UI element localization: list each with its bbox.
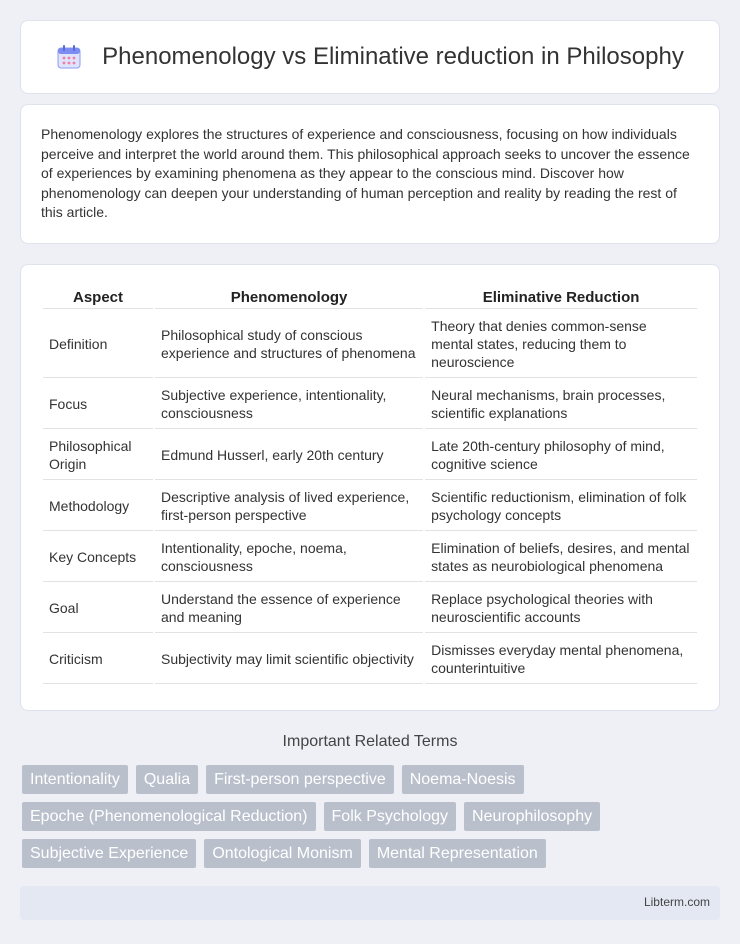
term-tag[interactable]: Neurophilosophy bbox=[464, 802, 600, 831]
cell-aspect: Philosophical Origin bbox=[43, 431, 153, 480]
cell-aspect: Focus bbox=[43, 380, 153, 429]
page-header bbox=[20, 20, 720, 94]
term-tag[interactable]: Folk Psychology bbox=[324, 802, 457, 831]
footer bbox=[20, 886, 720, 920]
cell-aspect: Methodology bbox=[43, 482, 153, 531]
term-tag[interactable]: Mental Representation bbox=[369, 839, 546, 868]
cell-aspect: Criticism bbox=[43, 635, 153, 684]
term-tag[interactable]: Noema-Noesis bbox=[402, 765, 524, 794]
cell-eliminative: Replace psychological theories with neuroscientific accounts bbox=[425, 584, 697, 633]
header-aspect: Aspect bbox=[43, 287, 153, 309]
term-tag[interactable]: Subjective Experience bbox=[22, 839, 196, 868]
cell-phenomenology: Intentionality, epoche, noema, consciousness bbox=[155, 533, 423, 582]
cell-phenomenology: Edmund Husserl, early 20th century bbox=[155, 431, 423, 480]
cell-aspect: Definition bbox=[43, 311, 153, 378]
cell-eliminative: Late 20th-century philosophy of mind, cognitive science bbox=[425, 431, 697, 480]
cell-eliminative: Elimination of beliefs, desires, and mental states as neurobiological phenomena bbox=[425, 533, 697, 582]
cell-phenomenology: Understand the essence of experience and meaning bbox=[155, 584, 423, 633]
table-header-row bbox=[43, 287, 697, 309]
term-tag[interactable]: First-person perspective bbox=[206, 765, 394, 794]
cell-eliminative: Scientific reductionism, elimination of folk psychology concepts bbox=[425, 482, 697, 531]
comparison-table bbox=[41, 285, 699, 686]
calendar-icon bbox=[56, 44, 82, 70]
cell-eliminative: Theory that denies common-sense mental states, reducing them to neuroscience bbox=[425, 311, 697, 378]
cell-phenomenology: Descriptive analysis of lived experience, first-person perspective bbox=[155, 482, 423, 531]
intro-text: Phenomenology explores the structures of experience and consciousness, focusing on how individuals perceive and interpret the world around them. This philosophical approach seeks to uncover the essence of experiences by examining phenomena as they appear to the conscious mind. Discover how phenomenology can deepen your understanding of human perception and reality by reading the rest of this article. bbox=[41, 126, 690, 221]
header-eliminative-reduction: Eliminative Reduction bbox=[425, 287, 697, 309]
term-tag[interactable]: Intentionality bbox=[22, 765, 128, 794]
cell-phenomenology: Subjectivity may limit scientific objectivity bbox=[155, 635, 423, 684]
table-row bbox=[43, 533, 697, 582]
term-tag[interactable]: Epoche (Phenomenological Reduction) bbox=[22, 802, 316, 831]
cell-phenomenology: Subjective experience, intentionality, consciousness bbox=[155, 380, 423, 429]
table-row bbox=[43, 431, 697, 480]
footer-site-link[interactable]: Libterm.com bbox=[643, 895, 710, 909]
cell-aspect: Key Concepts bbox=[43, 533, 153, 582]
cell-eliminative: Neural mechanisms, brain processes, scientific explanations bbox=[425, 380, 697, 429]
table-row bbox=[43, 482, 697, 531]
term-tag[interactable]: Ontological Monism bbox=[204, 839, 361, 868]
cell-phenomenology: Philosophical study of conscious experience and structures of phenomena bbox=[155, 311, 423, 378]
cell-eliminative: Dismisses everyday mental phenomena, counterintuitive bbox=[425, 635, 697, 684]
header-phenomenology: Phenomenology bbox=[155, 287, 423, 309]
table-row bbox=[43, 635, 697, 684]
cell-aspect: Goal bbox=[43, 584, 153, 633]
table-row bbox=[43, 311, 697, 378]
related-terms-title: Important Related Terms bbox=[282, 733, 458, 750]
related-terms-list bbox=[22, 765, 720, 876]
intro-section bbox=[20, 104, 720, 244]
page-title: Phenomenology vs Eliminative reduction in Philosophy bbox=[102, 43, 684, 70]
table-row bbox=[43, 584, 697, 633]
term-tag[interactable]: Qualia bbox=[136, 765, 198, 794]
table-row bbox=[43, 380, 697, 429]
comparison-section bbox=[20, 264, 720, 711]
